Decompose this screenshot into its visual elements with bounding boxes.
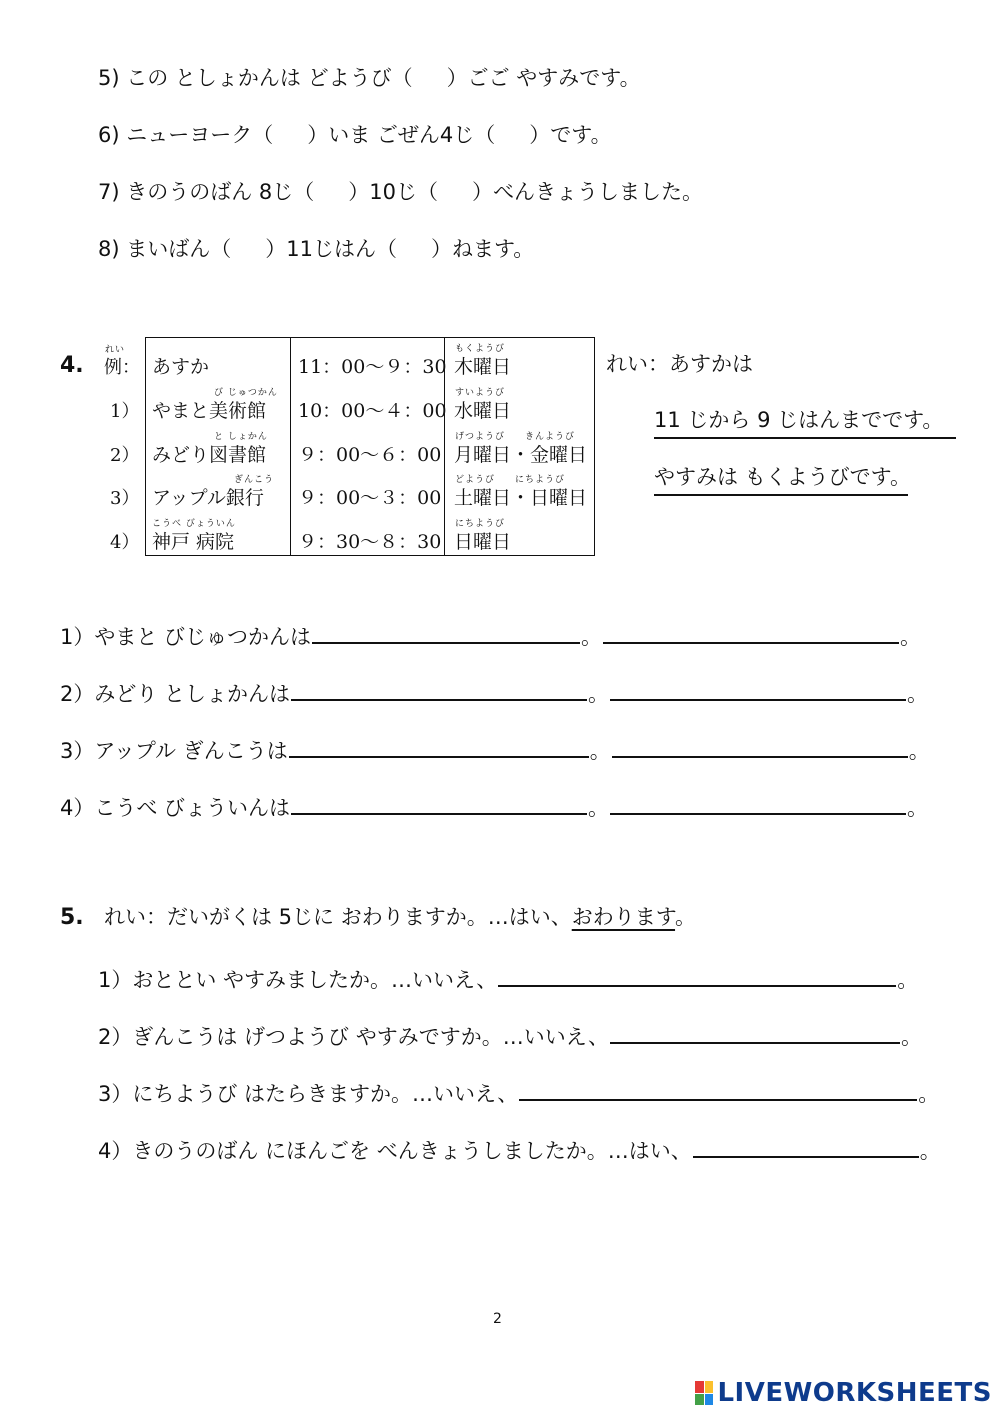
question-text: 4）きのうのばん にほんごを べんきょうしましたか。…はい、 [98,1139,692,1163]
period: 。 [588,682,610,706]
row-label-2: 2） [110,445,140,466]
answer-input[interactable] [693,1134,919,1158]
period: 。 [907,682,929,706]
table-cell-name: アップル銀行 [152,487,264,509]
answer-input[interactable] [498,963,896,987]
question-3-8 [98,235,534,263]
period: 。 [908,739,930,763]
example-answer-intro: れい：あすかは [606,352,753,376]
row-label-4: 4） [110,532,140,553]
question-text: 1）やまと びじゅつかんは [60,625,312,649]
answer-input[interactable] [610,1020,900,1044]
row-label-3: 3） [110,488,140,509]
question-5-2 [98,1020,922,1051]
question-text: 2）ぎんこうは げつようび やすみですか。…いいえ、 [98,1025,609,1049]
liveworksheets-logo-icon [695,1381,713,1405]
table-cell-days: 木曜日 [454,356,512,378]
answer-input-holiday[interactable] [610,791,906,815]
table-cell-days: 日曜日 [454,531,512,553]
example-text: れい：だいがくは 5じに おわりますか。…はい、 [104,905,572,929]
table-cell-hours: ９：00～３：00 [298,487,442,509]
answer-input-hours[interactable] [291,677,587,701]
table-cell-hours: ９：30～８：30 [298,531,442,553]
question-4-4 [60,791,928,822]
period: 。 [897,968,919,992]
page-number: 2 [493,1311,502,1327]
answer-input-holiday[interactable] [603,620,899,644]
table-cell-name: みどり図書館 [152,444,267,466]
question-4-2 [60,677,928,708]
row-label-1: 1） [110,401,140,422]
question-text: ）ごご やすみです。 [446,66,641,90]
question-text: 5) この としょかんは どようび（ [98,66,413,90]
period: 。 [918,1082,940,1106]
logo-square [695,1394,704,1406]
logo-square [705,1381,714,1393]
table-cell-days-furigana: もくようび [455,344,506,354]
question-text: 1）おととい やすみましたか。…いいえ、 [98,968,498,992]
table-cell-name-furigana: こうべ びょういん [152,519,236,529]
table-cell-days-furigana: すいようび [455,388,506,398]
table-cell-name-furigana: ぎんこう [234,475,275,485]
period: 。 [900,625,922,649]
table-cell-name: やまと美術館 [152,400,267,422]
answer-input-hours[interactable] [312,620,580,644]
question-5-3 [98,1077,939,1108]
logo-square [695,1381,704,1393]
question-text: ）いま ごぜん4じ（ [307,123,496,147]
question-text: 3）アップル ぎんこうは [60,739,288,763]
section-number-4: 4. [60,353,84,378]
question-text: 7) きのうのばん 8じ（ [98,180,315,204]
table-cell-days: 月曜日・金曜日 [454,444,588,466]
question-text: 8) まいばん（ [98,237,232,261]
section-5-example [104,903,696,931]
question-5-1 [98,963,918,994]
example-label: 例： [104,357,140,378]
table-cell-hours: 11：00～９：30 [298,356,447,378]
period: 。 [675,905,697,929]
question-text: ）です。 [529,123,612,147]
period: 。 [588,796,610,820]
table-cell-hours: 10：00～４：00 [298,400,447,422]
logo-text: LIVEWORKSHEETS [717,1378,992,1408]
example-answer-line-2: やすみは もくようびです。 [654,463,908,496]
table-cell-hours: ９：00～６：00 [298,444,442,466]
example-answer-line-1: 11 じから 9 じはんまでです。 [654,406,956,439]
table-divider [290,338,291,555]
question-4-3 [60,734,930,765]
table-cell-days-furigana: げつようび きんようび [455,432,576,442]
table-cell-name: あすか [152,356,210,378]
question-text: 2）みどり としょかんは [60,682,291,706]
question-4-1 [60,620,921,651]
period: 。 [900,1025,922,1049]
liveworksheets-logo [695,1378,992,1408]
question-3-5 [98,64,641,92]
period: 。 [581,625,603,649]
table-cell-days-furigana: どようび にちようび [455,475,566,485]
table-cell-name: 神戸 病院 [152,531,235,553]
question-text: ）10じ（ [348,180,438,204]
section-number-5: 5. [60,905,84,930]
table-cell-name-furigana: び じゅつかん [214,388,278,398]
question-text: 3）にちようび はたらきますか。…いいえ、 [98,1082,519,1106]
question-text: ）ねます。 [430,237,535,261]
question-text: ）べんきょうしました。 [472,180,703,204]
answer-input-hours[interactable] [291,791,587,815]
table-cell-days: 土曜日・日曜日 [454,487,588,509]
question-text: 4）こうべ びょういんは [60,796,291,820]
period: 。 [919,1139,941,1163]
answer-input-holiday[interactable] [612,734,908,758]
schedule-table [145,337,595,556]
period: 。 [907,796,929,820]
table-cell-name-furigana: と しょかん [214,432,268,442]
period: 。 [589,739,611,763]
answer-input-hours[interactable] [289,734,589,758]
logo-square [705,1394,714,1406]
question-3-6 [98,121,612,149]
question-3-7 [98,178,703,206]
question-text: ）11じはん（ [265,237,397,261]
table-cell-days-furigana: にちようび [455,519,506,529]
example-label-furigana: れい [105,345,126,355]
answer-input-holiday[interactable] [610,677,906,701]
example-answer: おわります [571,905,676,929]
answer-input[interactable] [519,1077,917,1101]
table-cell-days: 水曜日 [454,400,512,422]
question-5-4 [98,1134,941,1165]
question-text: 6) ニューヨーク（ [98,123,274,147]
